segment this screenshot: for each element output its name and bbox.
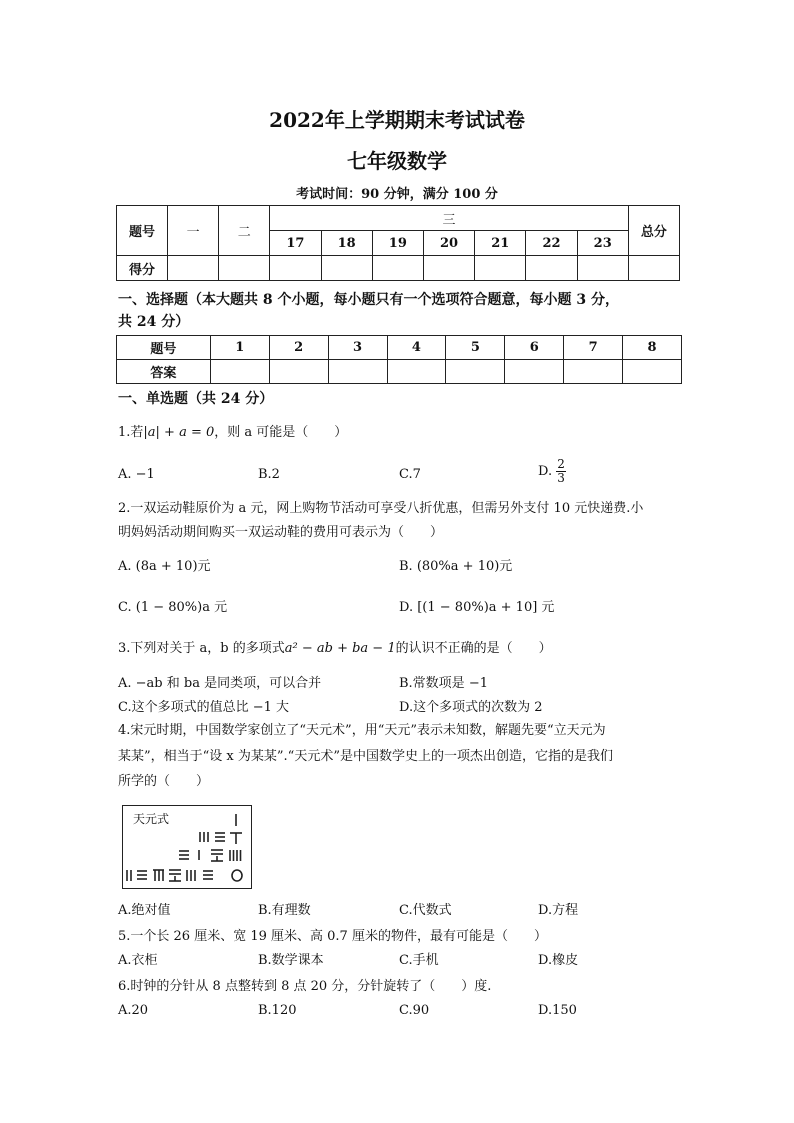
q4-option-d: D.方程 — [538, 903, 579, 918]
q1-option-d — [538, 458, 566, 485]
exam-subtitle: 七年级数学 — [347, 149, 447, 173]
score-part3: 三 — [270, 206, 629, 231]
q1-fraction-denominator: 3 — [557, 471, 565, 485]
q2-line1: 2.一双运动鞋原价为 a 元，网上购物节活动可享受八折优惠，但需另外支付 10 元快递费.小 — [118, 501, 644, 516]
score-q-number: 19 — [372, 231, 423, 256]
score-header-label: 题号 — [117, 206, 168, 256]
q1-option-b: B.2 — [258, 467, 280, 482]
score-cell[interactable] — [475, 256, 526, 281]
score-cell[interactable] — [270, 256, 321, 281]
q5-option-b: B.数学课本 — [258, 953, 324, 968]
answer-q-number: 7 — [564, 336, 623, 360]
score-cell[interactable] — [372, 256, 423, 281]
answer-q-number: 4 — [387, 336, 446, 360]
answer-q-number: 3 — [328, 336, 387, 360]
q6-option-c: C.90 — [399, 1003, 430, 1018]
q4-line2: 某某”，相当于“设 x 为某某”.“天元术”是中国数学史上的一项杰出创造，它指的是我们 — [118, 749, 613, 764]
answer-cell[interactable] — [564, 360, 623, 384]
score-cell[interactable] — [321, 256, 372, 281]
q1-option-d-fraction — [556, 458, 566, 485]
score-q-number: 17 — [270, 231, 321, 256]
score-cell[interactable] — [577, 256, 628, 281]
score-cell[interactable] — [219, 256, 270, 281]
section1-heading: 一、选择题（本大题共 8 个小题，每小题只有一个选项符合题意，每小题 3 分， — [118, 292, 619, 308]
q3-suffix: 的认识不正确的是（ ） — [395, 641, 552, 656]
figure-label: 天元式 — [133, 812, 170, 826]
q2-line2: 明妈妈活动期间购买一双运动鞋的费用可表示为（ ） — [118, 525, 444, 540]
score-part2: 二 — [219, 206, 270, 256]
q5-option-a: A.衣柜 — [118, 953, 158, 968]
answer-cell[interactable] — [446, 360, 505, 384]
q5-option-c: C.手机 — [399, 953, 439, 968]
score-table — [116, 205, 680, 281]
tianyuan-figure — [122, 805, 252, 889]
q6-option-a: A.20 — [118, 1003, 149, 1018]
q4-option-a: A.绝对值 — [118, 903, 171, 918]
q1-expression: |a| + a = 0 — [143, 425, 215, 440]
score-q-number: 18 — [321, 231, 372, 256]
score-part1: 一 — [168, 206, 219, 256]
q3-prefix: 3.下列对关于 a，b 的多项式 — [118, 641, 285, 656]
score-total-label: 总分 — [628, 206, 679, 256]
answer-cell[interactable] — [505, 360, 564, 384]
answer-cell[interactable] — [210, 360, 269, 384]
score-q-number: 21 — [475, 231, 526, 256]
answer-q-number: 6 — [505, 336, 564, 360]
score-cell[interactable] — [423, 256, 474, 281]
exam-title: 2022年上学期期末考试试卷 — [269, 108, 525, 132]
answer-cell[interactable] — [623, 360, 682, 384]
answer-row-label: 答案 — [117, 360, 211, 384]
score-cell[interactable] — [526, 256, 577, 281]
q2-option-a: A. (8a + 10)元 — [118, 559, 211, 574]
q6-option-d: D.150 — [538, 1003, 577, 1018]
q1-fraction-numerator: 2 — [557, 457, 565, 471]
q3-option-d: D.这个多项式的次数为 2 — [399, 700, 543, 715]
score-row-label: 得分 — [117, 256, 168, 281]
counting-rods-icon — [123, 806, 251, 888]
q1-option-a: A. −1 — [118, 467, 155, 482]
question-5: 5.一个长 26 厘米、宽 19 厘米、高 0.7 厘米的物件，最有可能是（ ） — [118, 929, 547, 944]
q3-option-c: C.这个多项式的值总比 −1 大 — [118, 700, 290, 715]
section1-heading-cont: 共 24 分） — [118, 314, 190, 330]
answer-cell[interactable] — [328, 360, 387, 384]
answer-header-label: 题号 — [117, 336, 211, 360]
q1-prefix: 1.若 — [118, 425, 144, 440]
score-q-number: 23 — [577, 231, 628, 256]
q3-option-a: A. −ab 和 ba 是同类项，可以合并 — [118, 676, 322, 691]
q4-line1: 4.宋元时期，中国数学家创立了“天元术”，用“天元”表示未知数，解题先要“立天元为 — [118, 723, 606, 738]
answer-q-number: 8 — [623, 336, 682, 360]
q4-line3: 所学的（ ） — [118, 774, 210, 789]
q3-option-b: B.常数项是 −1 — [399, 676, 488, 691]
question-1 — [118, 421, 688, 445]
q4-option-b: B.有理数 — [258, 903, 311, 918]
q2-option-b: B. (80%a + 10)元 — [399, 559, 513, 574]
q4-option-c: C.代数式 — [399, 903, 452, 918]
answer-q-number: 2 — [269, 336, 328, 360]
answer-table — [116, 335, 682, 384]
q1-option-d-prefix: D. — [538, 464, 553, 479]
score-cell[interactable] — [168, 256, 219, 281]
answer-cell[interactable] — [387, 360, 446, 384]
score-cell[interactable] — [628, 256, 679, 281]
answer-cell[interactable] — [269, 360, 328, 384]
answer-q-number: 5 — [446, 336, 505, 360]
question-3 — [118, 637, 688, 661]
q5-option-d: D.橡皮 — [538, 953, 579, 968]
q6-option-b: B.120 — [258, 1003, 297, 1018]
section2-heading: 一、单选题（共 24 分） — [118, 391, 274, 407]
question-6: 6.时钟的分针从 8 点整转到 8 点 20 分，分针旋转了（ ）度. — [118, 979, 492, 994]
q1-suffix: ，则 a 可能是（ ） — [214, 425, 348, 440]
exam-info: 考试时间：90 分钟，满分 100 分 — [296, 187, 498, 202]
score-q-number: 20 — [423, 231, 474, 256]
answer-q-number: 1 — [210, 336, 269, 360]
q2-option-c: C. (1 − 80%)a 元 — [118, 600, 228, 615]
q2-option-d: D. [(1 − 80%)a + 10] 元 — [399, 600, 555, 615]
q3-expression: a² − ab + ba − 1 — [284, 641, 396, 656]
score-q-number: 22 — [526, 231, 577, 256]
q1-option-c: C.7 — [399, 467, 421, 482]
